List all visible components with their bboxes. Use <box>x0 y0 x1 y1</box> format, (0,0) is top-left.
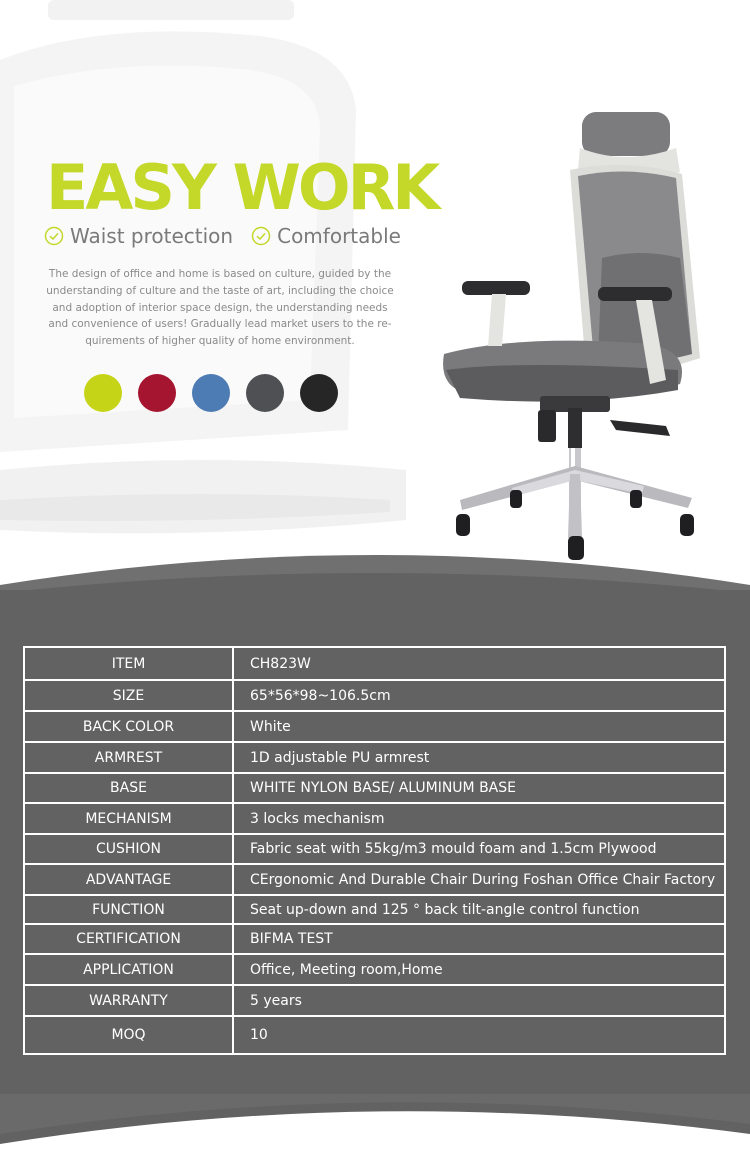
spec-value: Office, Meeting room,Home <box>233 954 725 985</box>
spec-row <box>24 773 725 803</box>
spec-row <box>24 742 725 773</box>
color-swatch-gray[interactable] <box>246 374 284 412</box>
spec-value: WHITE NYLON BASE/ ALUMINUM BASE <box>233 773 725 803</box>
spec-table <box>23 646 726 1055</box>
spec-value: BIFMA TEST <box>233 924 725 954</box>
spec-value: 3 locks mechanism <box>233 803 725 834</box>
spec-row <box>24 895 725 924</box>
hero-description: The design of office and home is based on culture, guided by the understanding of culture and the taste of art, including the choice and adoption of interior space design, the understanding needs and convenience of users! Gradually lead market users to the re- quirements of higher quality of home environment. <box>46 268 394 348</box>
spec-key: CUSHION <box>24 834 233 864</box>
spec-key: MECHANISM <box>24 803 233 834</box>
spec-row <box>24 647 725 680</box>
spec-row <box>24 803 725 834</box>
spec-value: 1D adjustable PU armrest <box>233 742 725 773</box>
spec-row <box>24 680 725 711</box>
spec-row <box>24 1016 725 1054</box>
feature-item-waist-protection <box>44 224 233 248</box>
spec-key: ARMREST <box>24 742 233 773</box>
product-chair-image <box>430 108 720 568</box>
spec-row <box>24 711 725 742</box>
spec-key: APPLICATION <box>24 954 233 985</box>
spec-key: MOQ <box>24 1016 233 1054</box>
bottom-wave <box>0 1094 750 1164</box>
spec-value: Fabric seat with 55kg/m3 mould foam and 1.5cm Plywood <box>233 834 725 864</box>
spec-key: ITEM <box>24 647 233 680</box>
spec-value: 65*56*98~106.5cm <box>233 680 725 711</box>
spec-key: WARRANTY <box>24 985 233 1016</box>
spec-row <box>24 834 725 864</box>
spec-value: CErgonomic And Durable Chair During Foshan Office Chair Factory <box>233 864 725 895</box>
spec-value: 10 <box>233 1016 725 1054</box>
spec-key: SIZE <box>24 680 233 711</box>
color-swatch-lime[interactable] <box>84 374 122 412</box>
hero-title: EASY WORK <box>46 151 438 224</box>
spec-row <box>24 864 725 895</box>
spec-value: CH823W <box>233 647 725 680</box>
spec-key: ADVANTAGE <box>24 864 233 895</box>
spec-row <box>24 924 725 954</box>
check-circle-icon <box>44 226 64 246</box>
feature-label: Comfortable <box>277 224 401 248</box>
feature-item-comfortable <box>251 224 401 248</box>
spec-value: White <box>233 711 725 742</box>
color-swatch-red[interactable] <box>138 374 176 412</box>
color-swatch-blue[interactable] <box>192 374 230 412</box>
spec-key: BACK COLOR <box>24 711 233 742</box>
color-swatch-list <box>84 374 338 412</box>
check-circle-icon <box>251 226 271 246</box>
spec-key: BASE <box>24 773 233 803</box>
feature-list <box>44 224 401 248</box>
spec-row <box>24 985 725 1016</box>
color-swatch-black[interactable] <box>300 374 338 412</box>
feature-label: Waist protection <box>70 224 234 248</box>
spec-value: 5 years <box>233 985 725 1016</box>
spec-key: FUNCTION <box>24 895 233 924</box>
spec-key: CERTIFICATION <box>24 924 233 954</box>
spec-table-body <box>24 647 725 1054</box>
spec-value: Seat up-down and 125 ° back tilt-angle control function <box>233 895 725 924</box>
spec-row <box>24 954 725 985</box>
